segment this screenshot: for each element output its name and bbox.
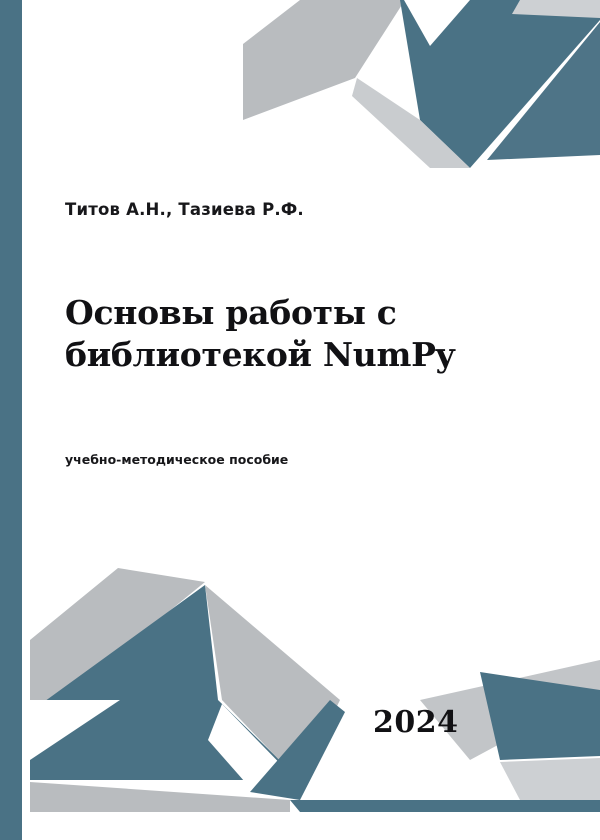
cover-subtitle: учебно-методическое пособие	[65, 452, 289, 467]
cover-title-line-1: Основы работы с	[65, 293, 397, 332]
cover-year: 2024	[373, 705, 459, 740]
cover-authors: Титов А.Н., Тазиева Р.Ф.	[65, 200, 304, 219]
cover-title	[65, 292, 525, 376]
cover-title-line-2: библиотекой NumPy	[65, 335, 455, 375]
shape-bottom-edge-teal	[290, 800, 600, 812]
shape-bottom-right-light-gray	[500, 758, 600, 800]
